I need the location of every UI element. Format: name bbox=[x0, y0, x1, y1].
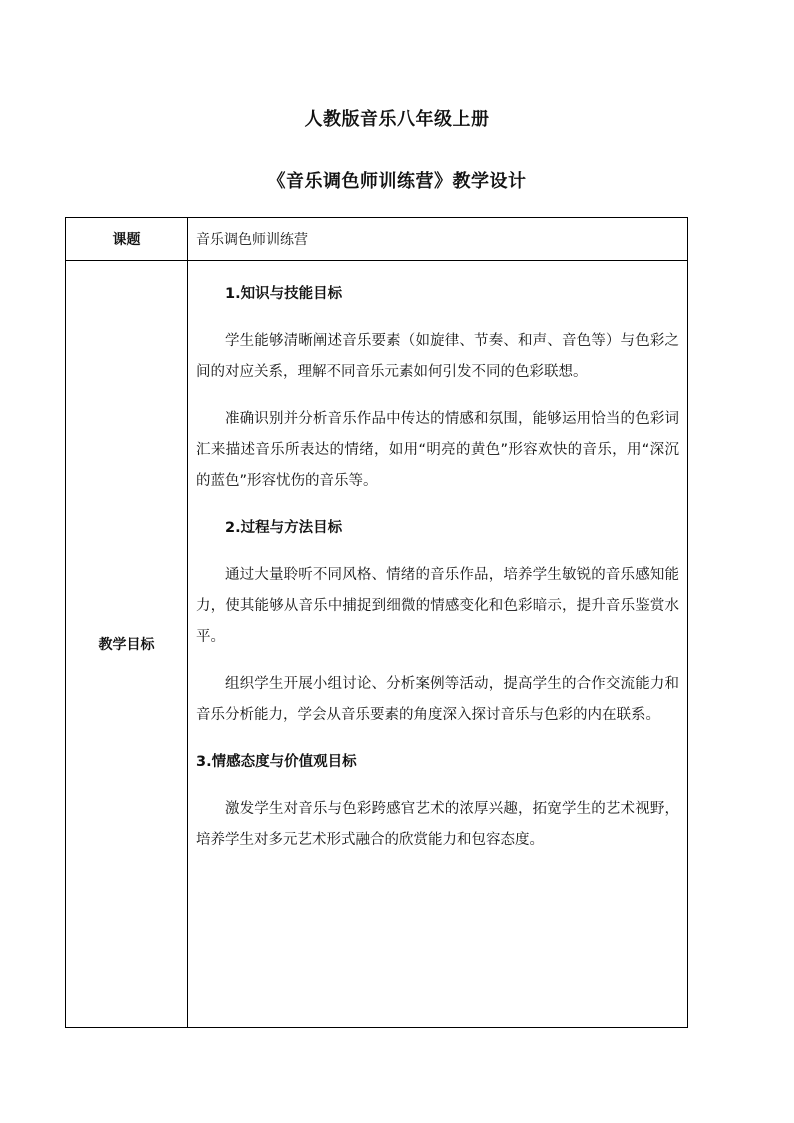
section-paragraph: 通过大量聆听不同风格、情绪的音乐作品，培养学生敏锐的音乐感知能力，使其能够从音乐中捕捉到细微的情感变化和色彩暗示，提升音乐鉴赏水平。 bbox=[196, 567, 679, 645]
section-paragraph: 学生能够清晰阐述音乐要素（如旋律、节奏、和声、音色等）与色彩之间的对应关系，理解不同音乐元素如何引发不同的色彩联想。 bbox=[196, 333, 679, 380]
table-row-goals bbox=[66, 261, 688, 1028]
section-paragraph: 组织学生开展小组讨论、分析案例等活动，提高学生的合作交流能力和音乐分析能力，学会从音乐要素的角度深入探讨音乐与色彩的内在联系。 bbox=[196, 676, 679, 723]
section-heading-values: 3.情感态度与价值观目标 bbox=[196, 754, 357, 770]
document-title: 人教版音乐八年级上册 bbox=[304, 109, 490, 130]
table-row-topic bbox=[66, 218, 688, 261]
section-heading-knowledge: 1.知识与技能目标 bbox=[225, 286, 343, 302]
topic-label: 课题 bbox=[66, 218, 188, 261]
goals-content bbox=[188, 261, 688, 1028]
goals-label: 教学目标 bbox=[66, 261, 188, 1028]
section-heading-process: 2.过程与方法目标 bbox=[225, 520, 343, 536]
lesson-plan-table bbox=[65, 217, 688, 1028]
document-subtitle: 《音乐调色师训练营》教学设计 bbox=[267, 171, 527, 192]
topic-value: 音乐调色师训练营 bbox=[188, 218, 688, 261]
section-paragraph: 激发学生对音乐与色彩跨感官艺术的浓厚兴趣，拓宽学生的艺术视野，培养学生对多元艺术形式融合的欣赏能力和包容态度。 bbox=[196, 801, 679, 848]
section-paragraph: 准确识别并分析音乐作品中传达的情感和氛围，能够运用恰当的色彩词汇来描述音乐所表达的情绪，如用“明亮的黄色”形容欢快的音乐，用“深沉的蓝色”形容忧伤的音乐等。 bbox=[196, 411, 679, 489]
